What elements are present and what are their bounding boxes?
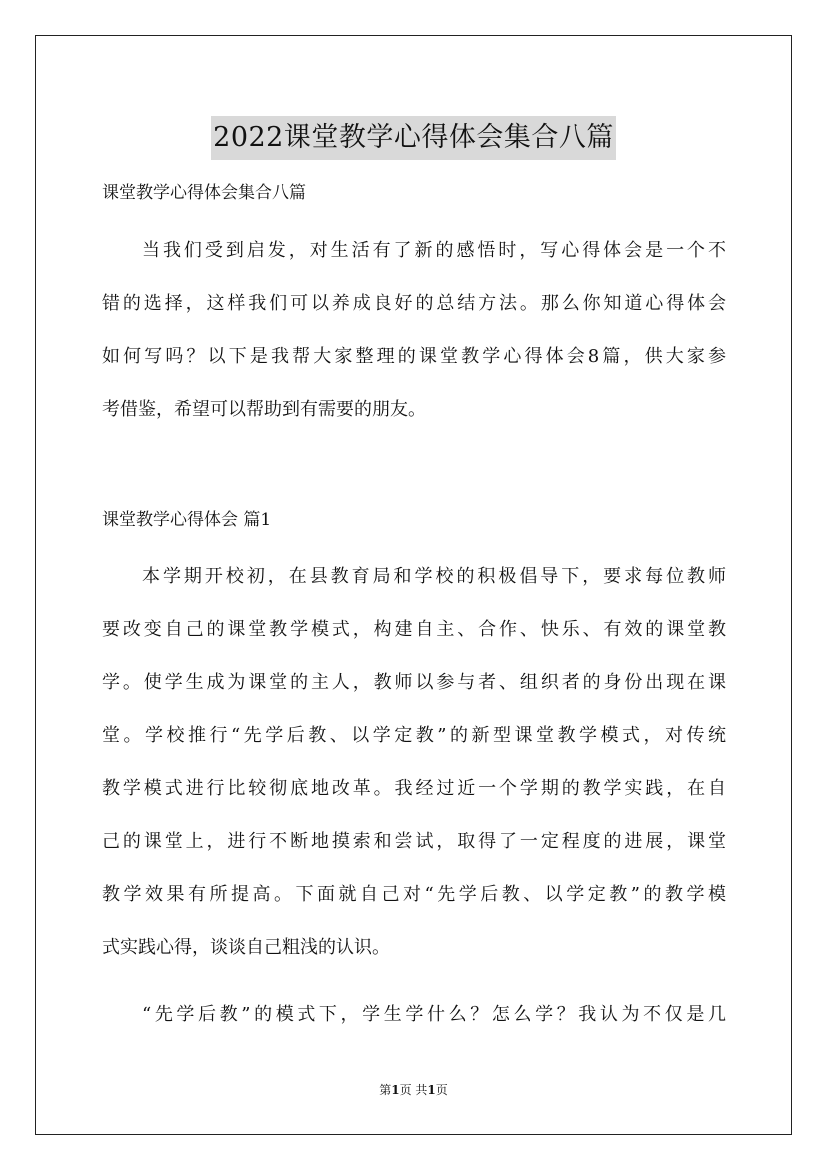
paragraph-line: 考借鉴，希望可以帮助到有需要的朋友。 [102,399,426,420]
title-container [0,98,827,178]
paragraph-line: 要改变自己的课堂教学模式，构建自主、合作、快乐、有效的课堂教 [102,619,726,640]
paragraph-line: 当我们受到启发，对生活有了新的感悟时，写心得体会是一个不 [142,240,726,261]
footer-page-mid: 页 共 [399,1083,428,1097]
document-title: 2022课堂教学心得体会集合八篇 [211,116,616,160]
footer-page-current: 1 [391,1083,400,1097]
paragraph-line: 堂。学校推行“先学后教、以学定教”的新型课堂教学模式，对传统 [102,725,726,746]
footer-page-prefix: 第 [379,1083,392,1097]
paragraph-line: 教学效果有所提高。下面就自己对“先学后教、以学定教”的教学模 [102,884,726,905]
section-paragraph [102,988,726,1041]
document-subtitle: 课堂教学心得体会集合八篇 [102,183,306,203]
paragraph-line: 如何写吗？以下是我帮大家整理的课堂教学心得体会8篇，供大家参 [102,346,726,367]
section-heading: 课堂教学心得体会 篇1 [102,510,272,530]
intro-paragraph [102,224,726,436]
footer-page-total: 1 [427,1083,436,1097]
paragraph-line: 错的选择，这样我们可以养成良好的总结方法。那么你知道心得体会 [102,293,726,314]
paragraph-line: 学。使学生成为课堂的主人，教师以参与者、组织者的身份出现在课 [102,672,726,693]
paragraph-line: 本学期开校初，在县教育局和学校的积极倡导下，要求每位教师 [142,566,726,587]
footer-page-suffix: 页 [435,1083,448,1097]
paragraph-line: 己的课堂上，进行不断地摸索和尝试，取得了一定程度的进展，课堂 [102,831,726,852]
paragraph-line: 教学模式进行比较彻底地改革。我经过近一个学期的教学实践，在自 [102,778,726,799]
page-footer [0,1081,827,1099]
section-paragraph [102,550,726,974]
paragraph-line: “先学后教”的模式下，学生学什么？怎么学？我认为不仅是几 [142,1004,726,1025]
paragraph-line: 式实践心得，谈谈自己粗浅的认识。 [102,937,390,958]
